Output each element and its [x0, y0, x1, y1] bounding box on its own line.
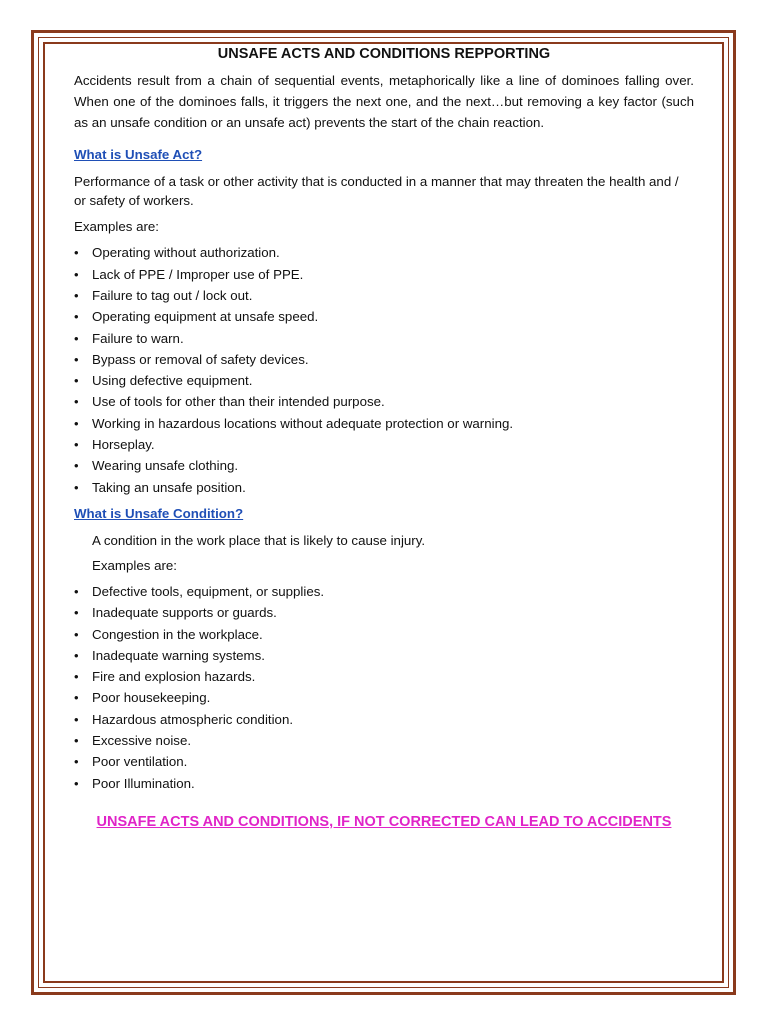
- list-item: • Poor Illumination.: [74, 773, 694, 794]
- list-item: • Hazardous atmospheric condition.: [74, 709, 694, 730]
- unsafe-act-definition: Performance of a task or other activity that is conducted in a manner that may threaten the health and / or safety of workers.: [74, 174, 679, 209]
- unsafe-condition-definition: A condition in the work place that is likely to cause injury.: [92, 532, 426, 548]
- closing-warning: UNSAFE ACTS AND CONDITIONS, IF NOT CORRECTED CAN LEAD TO ACCIDENTS: [96, 813, 672, 830]
- list-item: • Poor housekeeping.: [74, 687, 694, 708]
- list-item: • Congestion in the workplace.: [74, 624, 694, 645]
- unsafe-condition-heading-link[interactable]: What is Unsafe Condition?: [74, 505, 244, 521]
- list-item: • Working in hazardous locations without adequate protection or warning.: [74, 413, 694, 434]
- list-item: • Defective tools, equipment, or supplies.: [74, 581, 694, 602]
- list-item: • Excessive noise.: [74, 730, 694, 751]
- intro-paragraph: Accidents result from a chain of sequential events, metaphorically like a line of dominoes falling over. When one of the dominoes falls, it triggers the next one, and the next…but removing a key factor (such as an unsafe condition or an unsafe act) prevents the start of the chain reaction.: [74, 73, 694, 130]
- unsafe-act-heading-link[interactable]: What is Unsafe Act?: [74, 147, 203, 163]
- list-item: • Operating without authorization.: [74, 242, 694, 263]
- list-item: • Fire and explosion hazards.: [74, 666, 694, 687]
- list-item: • Inadequate warning systems.: [74, 645, 694, 666]
- list-item: • Poor ventilation.: [74, 751, 694, 772]
- unsafe-condition-examples-label: Examples are:: [92, 557, 177, 573]
- list-item: • Inadequate supports or guards.: [74, 602, 694, 623]
- list-item: • Lack of PPE / Improper use of PPE.: [74, 264, 694, 285]
- list-item: • Bypass or removal of safety devices.: [74, 349, 694, 370]
- list-item: • Taking an unsafe position.: [74, 477, 694, 498]
- list-item: • Failure to tag out / lock out.: [74, 285, 694, 306]
- page-title: UNSAFE ACTS AND CONDITIONS REPPORTING: [217, 46, 551, 62]
- unsafe-act-list: [74, 242, 694, 498]
- list-item: • Use of tools for other than their intended purpose.: [74, 391, 694, 412]
- document-body: [74, 43, 694, 830]
- list-item: • Failure to warn.: [74, 328, 694, 349]
- list-item: • Horseplay.: [74, 434, 694, 455]
- list-item: • Wearing unsafe clothing.: [74, 455, 694, 476]
- unsafe-condition-list: [74, 581, 694, 794]
- list-item: • Operating equipment at unsafe speed.: [74, 306, 694, 327]
- unsafe-act-examples-label: Examples are:: [74, 219, 159, 235]
- list-item: • Using defective equipment.: [74, 370, 694, 391]
